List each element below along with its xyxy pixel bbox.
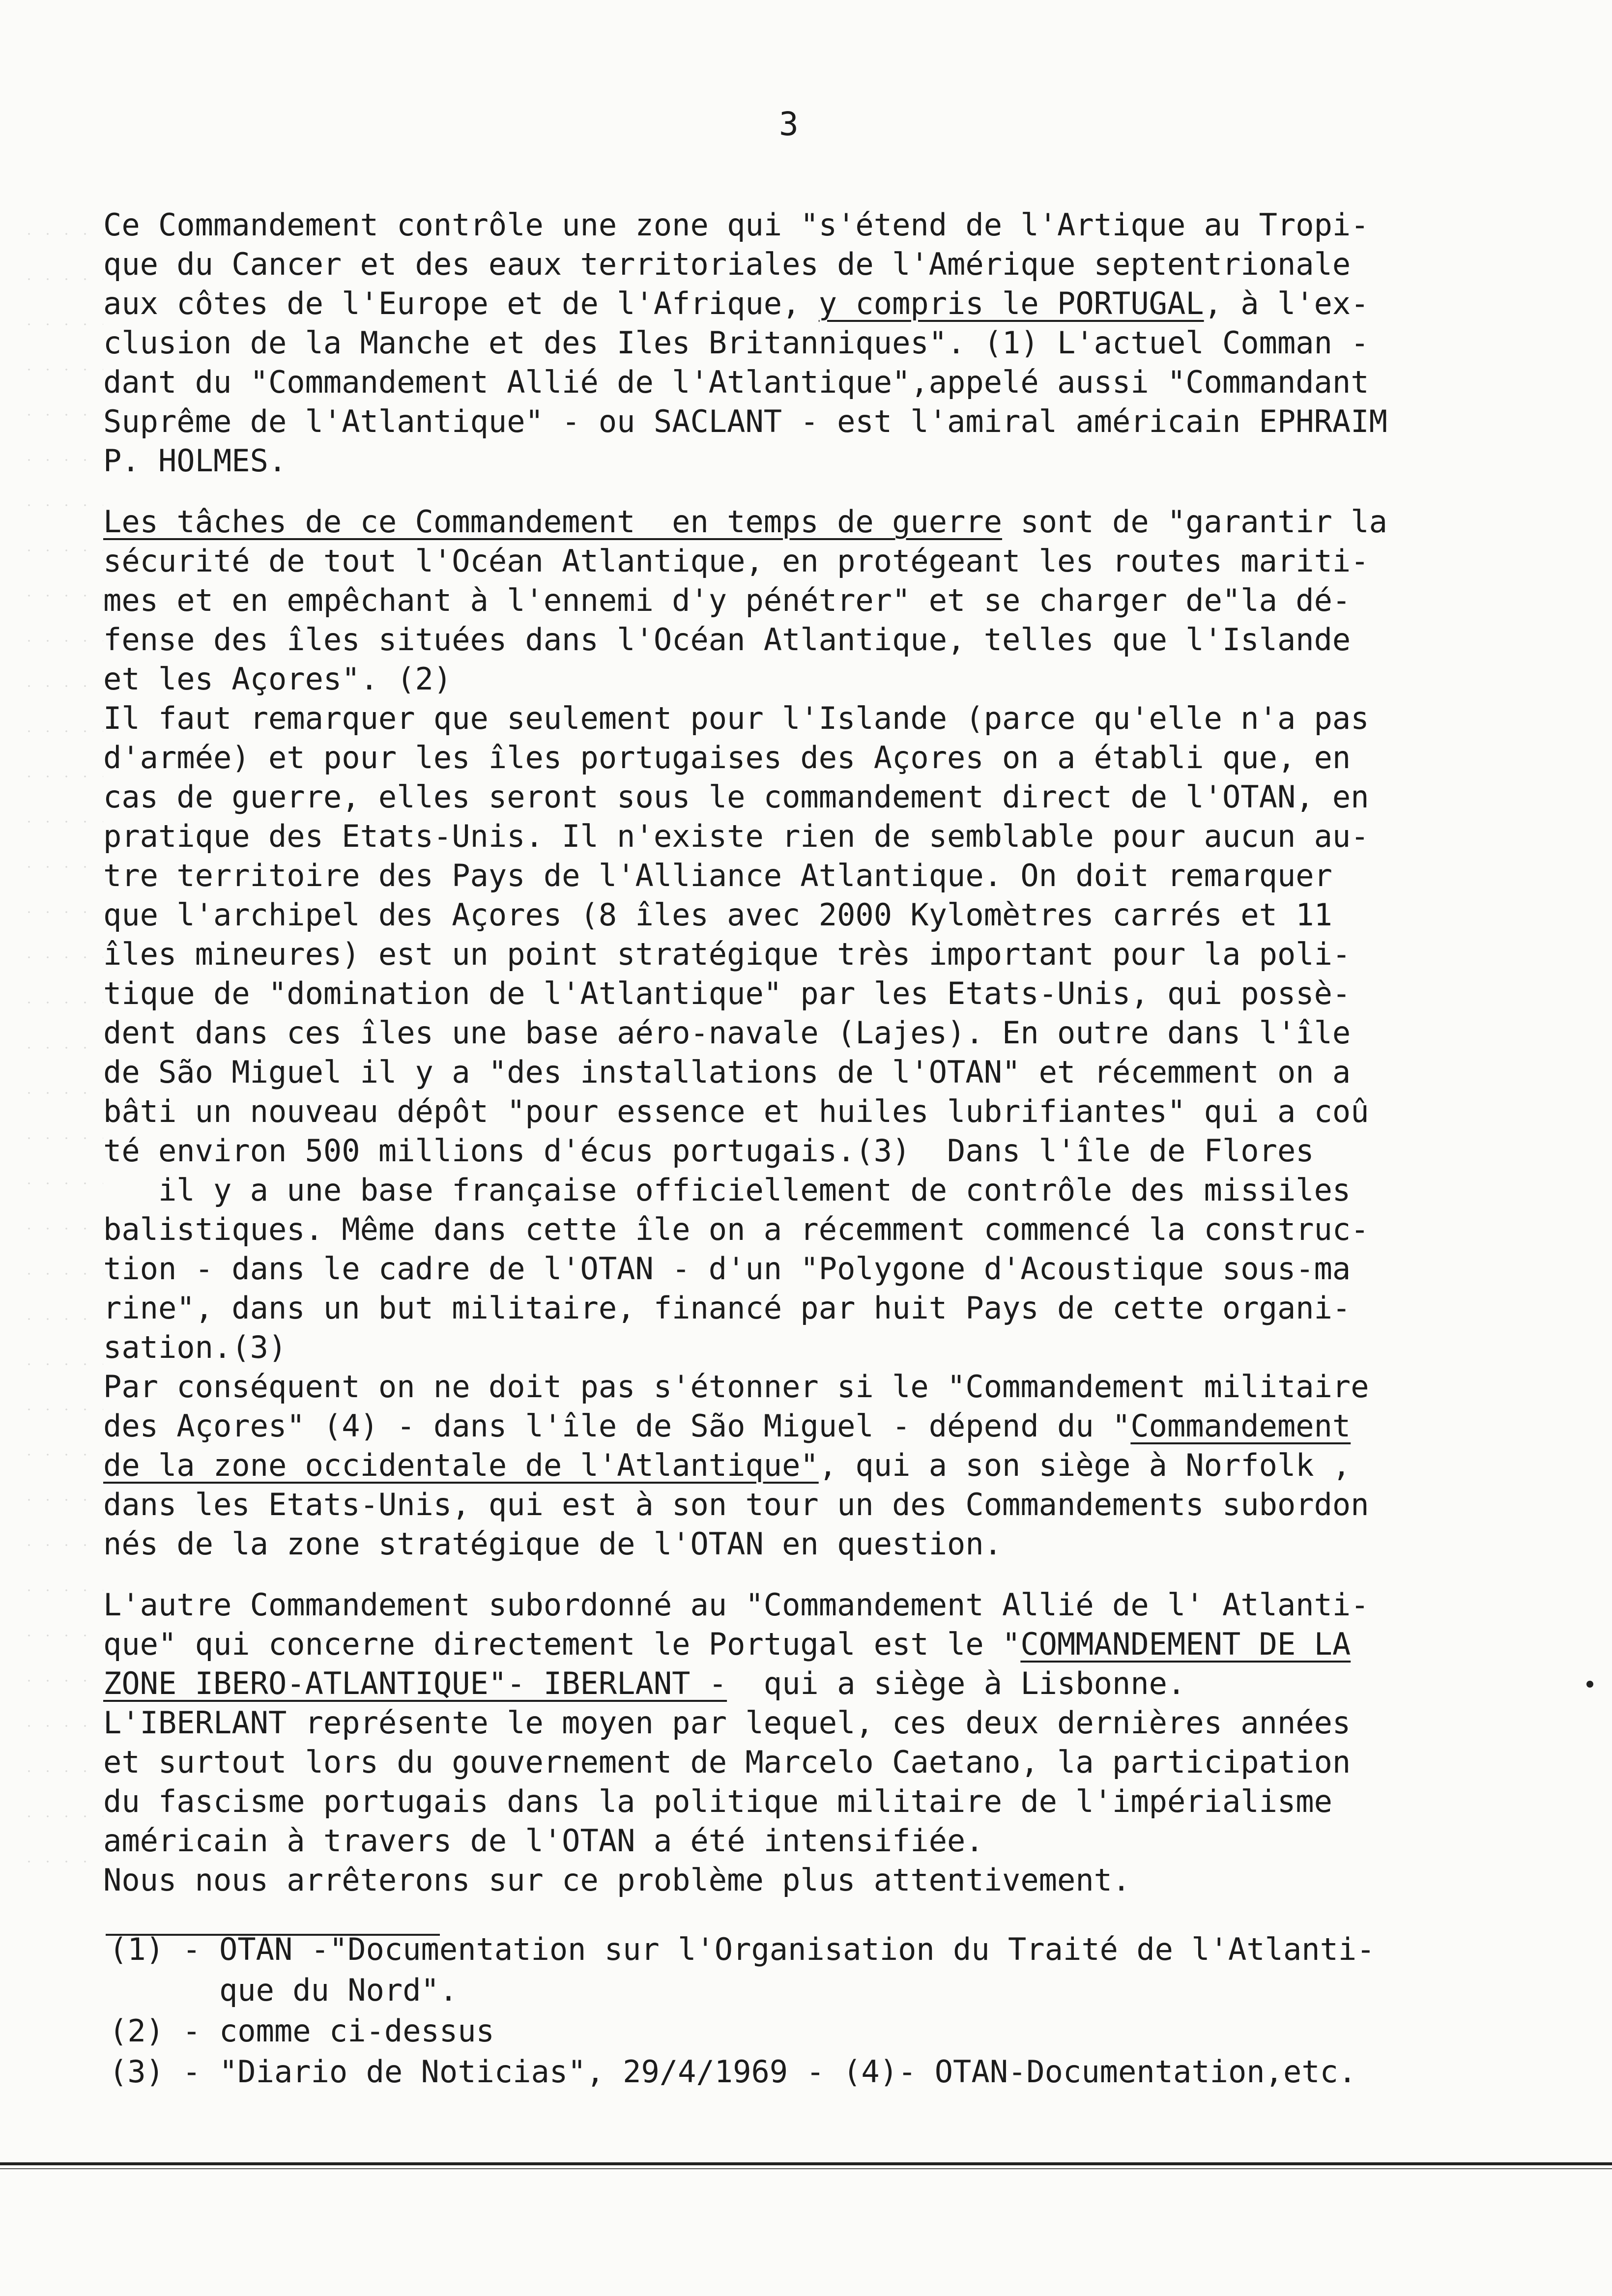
footnotes bbox=[109, 1929, 1534, 2092]
text-line bbox=[103, 1585, 1558, 1625]
underlined-text: y compris le PORTUGAL bbox=[818, 286, 1204, 321]
text-segment: sécurité de tout l'Océan Atlantique, en protégeant les routes mariti- bbox=[103, 543, 1369, 579]
text-line bbox=[103, 1210, 1558, 1249]
text-line bbox=[103, 581, 1558, 620]
text-line bbox=[103, 1131, 1558, 1171]
text-line bbox=[103, 1406, 1558, 1446]
text-segment: cas de guerre, elles seront sous le commandement direct de l'OTAN, en bbox=[103, 779, 1369, 815]
text-line bbox=[103, 363, 1558, 402]
text-line bbox=[103, 1664, 1558, 1703]
text-segment: tique de "domination de l'Atlantique" par les Etats-Unis, qui possè- bbox=[103, 976, 1351, 1011]
text-segment: dent dans ces îles une base aéro-navale (Lajes). En outre dans l'île bbox=[103, 1015, 1351, 1051]
text-line bbox=[103, 1053, 1558, 1092]
page-number: 3 bbox=[779, 105, 799, 143]
text-segment: clusion de la Manche et des Iles Britanniques". (1) L'actuel Comman - bbox=[103, 325, 1369, 361]
text-segment: dans les Etats-Unis, qui est à son tour un des Commandements subordon bbox=[103, 1487, 1369, 1522]
underlined-text: de la zone occidentale de l'Atlantique" bbox=[103, 1447, 819, 1483]
text-line bbox=[103, 1861, 1558, 1900]
text-segment: pratique des Etats-Unis. Il n'existe rien de semblable pour aucun au- bbox=[103, 818, 1369, 854]
text-line bbox=[103, 1524, 1558, 1564]
text-segment: Suprême de l'Atlantique" - ou SACLANT - est l'amiral américain EPHRAIM bbox=[103, 403, 1387, 439]
text-segment: et surtout lors du gouvernement de Marcelo Caetano, la participation bbox=[103, 1744, 1351, 1780]
text-line bbox=[103, 1782, 1558, 1821]
footnote-line: que du Nord". bbox=[109, 1972, 458, 2008]
text-line bbox=[103, 1013, 1558, 1053]
text-line bbox=[103, 1092, 1558, 1131]
text-line bbox=[103, 895, 1558, 935]
underlined-text: COMMANDEMENT DE LA bbox=[1020, 1626, 1351, 1662]
text-line bbox=[103, 1743, 1558, 1782]
text-segment: bâti un nouveau dépôt "pour essence et huiles lubrifiantes" qui a coû bbox=[103, 1093, 1369, 1129]
footnote-line: (2) - comme ci-dessus bbox=[109, 2013, 494, 2049]
text-line bbox=[103, 660, 1558, 699]
paragraph-gap bbox=[103, 481, 1558, 502]
text-line bbox=[103, 402, 1558, 441]
text-line bbox=[103, 1249, 1558, 1289]
text-segment: qui a siège à Lisbonne. bbox=[727, 1665, 1186, 1701]
text-segment: d'armée) et pour les îles portugaises des Açores on a établi que, en bbox=[103, 740, 1351, 775]
text-line bbox=[103, 542, 1558, 581]
text-segment: dant du "Commandement Allié de l'Atlantique",appelé aussi "Commandant bbox=[103, 364, 1369, 400]
text-line bbox=[103, 1367, 1558, 1406]
text-segment: nés de la zone stratégique de l'OTAN en question. bbox=[103, 1526, 1003, 1562]
text-segment: , qui a son siège à Norfolk , bbox=[818, 1447, 1351, 1483]
text-line bbox=[103, 699, 1558, 738]
paragraph bbox=[103, 1585, 1558, 1900]
text-line bbox=[103, 974, 1558, 1013]
text-segment: mes et en empêchant à l'ennemi d'y pénétrer" et se charger de"la dé- bbox=[103, 582, 1351, 618]
body-text bbox=[103, 205, 1558, 1900]
footnote-line: (3) - "Diario de Noticias", 29/4/1969 - (4)- OTAN-Documentation,etc. bbox=[109, 2054, 1357, 2090]
text-segment: îles mineures) est un point stratégique très important pour la poli- bbox=[103, 936, 1351, 972]
text-line bbox=[103, 441, 1558, 481]
underlined-text: Commandement bbox=[1130, 1408, 1351, 1444]
text-segment: il y a une base française officiellement de contrôle des missiles bbox=[103, 1172, 1351, 1208]
text-line bbox=[103, 323, 1558, 363]
paragraph bbox=[103, 502, 1558, 1564]
text-line bbox=[103, 1171, 1558, 1210]
text-line bbox=[103, 245, 1558, 284]
text-line bbox=[103, 935, 1558, 974]
text-segment: , à l'ex- bbox=[1204, 286, 1369, 321]
paragraph bbox=[103, 205, 1558, 481]
text-segment: Il faut remarquer que seulement pour l'Islande (parce qu'elle n'a pas bbox=[103, 700, 1369, 736]
text-segment: que l'archipel des Açores (8 îles avec 2000 Kylomètres carrés et 11 bbox=[103, 897, 1332, 933]
text-segment: tion - dans le cadre de l'OTAN - d'un "Polygone d'Acoustique sous-ma bbox=[103, 1251, 1351, 1287]
text-line bbox=[103, 1821, 1558, 1861]
page-bottom-rule-thin bbox=[0, 2168, 1612, 2169]
text-segment: tre territoire des Pays de l'Alliance Atlantique. On doit remarquer bbox=[103, 858, 1332, 893]
text-line bbox=[103, 502, 1558, 542]
page-bottom-rule bbox=[0, 2162, 1612, 2165]
text-segment: rine", dans un but militaire, financé par huit Pays de cette organi- bbox=[103, 1290, 1351, 1326]
ink-dot bbox=[1586, 1681, 1593, 1688]
text-segment: de São Miguel il y a "des installations de l'OTAN" et récemment on a bbox=[103, 1054, 1351, 1090]
text-line bbox=[103, 817, 1558, 856]
text-segment: Ce Commandement contrôle une zone qui "s'étend de l'Artique au Tropi- bbox=[103, 207, 1369, 243]
text-line bbox=[103, 1625, 1558, 1664]
text-segment: américain à travers de l'OTAN a été intensifiée. bbox=[103, 1823, 984, 1859]
text-segment: aux côtes de l'Europe et de l'Afrique, bbox=[103, 286, 819, 321]
text-segment: que" qui concerne directement le Portugal est le " bbox=[103, 1626, 1021, 1662]
text-segment: Par conséquent on ne doit pas s'étonner si le "Commandement militaire bbox=[103, 1369, 1369, 1405]
text-line bbox=[103, 284, 1558, 323]
text-segment: des Açores" (4) - dans l'île de São Miguel - dépend du " bbox=[103, 1408, 1131, 1444]
text-segment: et les Açores". (2) bbox=[103, 661, 452, 697]
text-segment: balistiques. Même dans cette île on a récemment commencé la construc- bbox=[103, 1211, 1369, 1247]
paragraph-gap bbox=[103, 1564, 1558, 1585]
text-segment: que du Cancer et des eaux territoriales de l'Amérique septentrionale bbox=[103, 246, 1351, 282]
text-segment: sont de "garantir la bbox=[1002, 504, 1387, 540]
footnote-line: (1) - OTAN -"Documentation sur l'Organisation du Traité de l'Atlanti- bbox=[109, 1931, 1375, 1967]
text-line bbox=[103, 1446, 1558, 1485]
text-segment: té environ 500 millions d'écus portugais.(3) Dans l'île de Flores bbox=[103, 1133, 1314, 1169]
text-segment: Nous nous arrêterons sur ce problème plus attentivement. bbox=[103, 1862, 1131, 1898]
text-line bbox=[103, 205, 1558, 245]
text-line bbox=[103, 1485, 1558, 1524]
text-line bbox=[103, 620, 1558, 660]
text-line bbox=[103, 856, 1558, 895]
text-segment: fense des îles situées dans l'Océan Atlantique, telles que l'Islande bbox=[103, 622, 1351, 658]
text-line bbox=[103, 1703, 1558, 1743]
text-segment: L'IBERLANT représente le moyen par lequel, ces deux dernières années bbox=[103, 1705, 1351, 1741]
underlined-text: Les tâches de ce Commandement en temps de guerre bbox=[103, 504, 1003, 540]
text-line bbox=[103, 738, 1558, 777]
margin-speckle bbox=[20, 211, 103, 1882]
text-segment: P. HOLMES. bbox=[103, 443, 287, 479]
underlined-text: ZONE IBERO-ATLANTIQUE"- IBERLANT - bbox=[103, 1665, 727, 1701]
text-segment: sation.(3) bbox=[103, 1329, 287, 1365]
text-segment: du fascisme portugais dans la politique militaire de l'impérialisme bbox=[103, 1783, 1332, 1819]
text-segment: L'autre Commandement subordonné au "Commandement Allié de l' Atlanti- bbox=[103, 1587, 1369, 1623]
text-line bbox=[103, 1328, 1558, 1367]
text-line bbox=[103, 1289, 1558, 1328]
text-line bbox=[103, 777, 1558, 817]
